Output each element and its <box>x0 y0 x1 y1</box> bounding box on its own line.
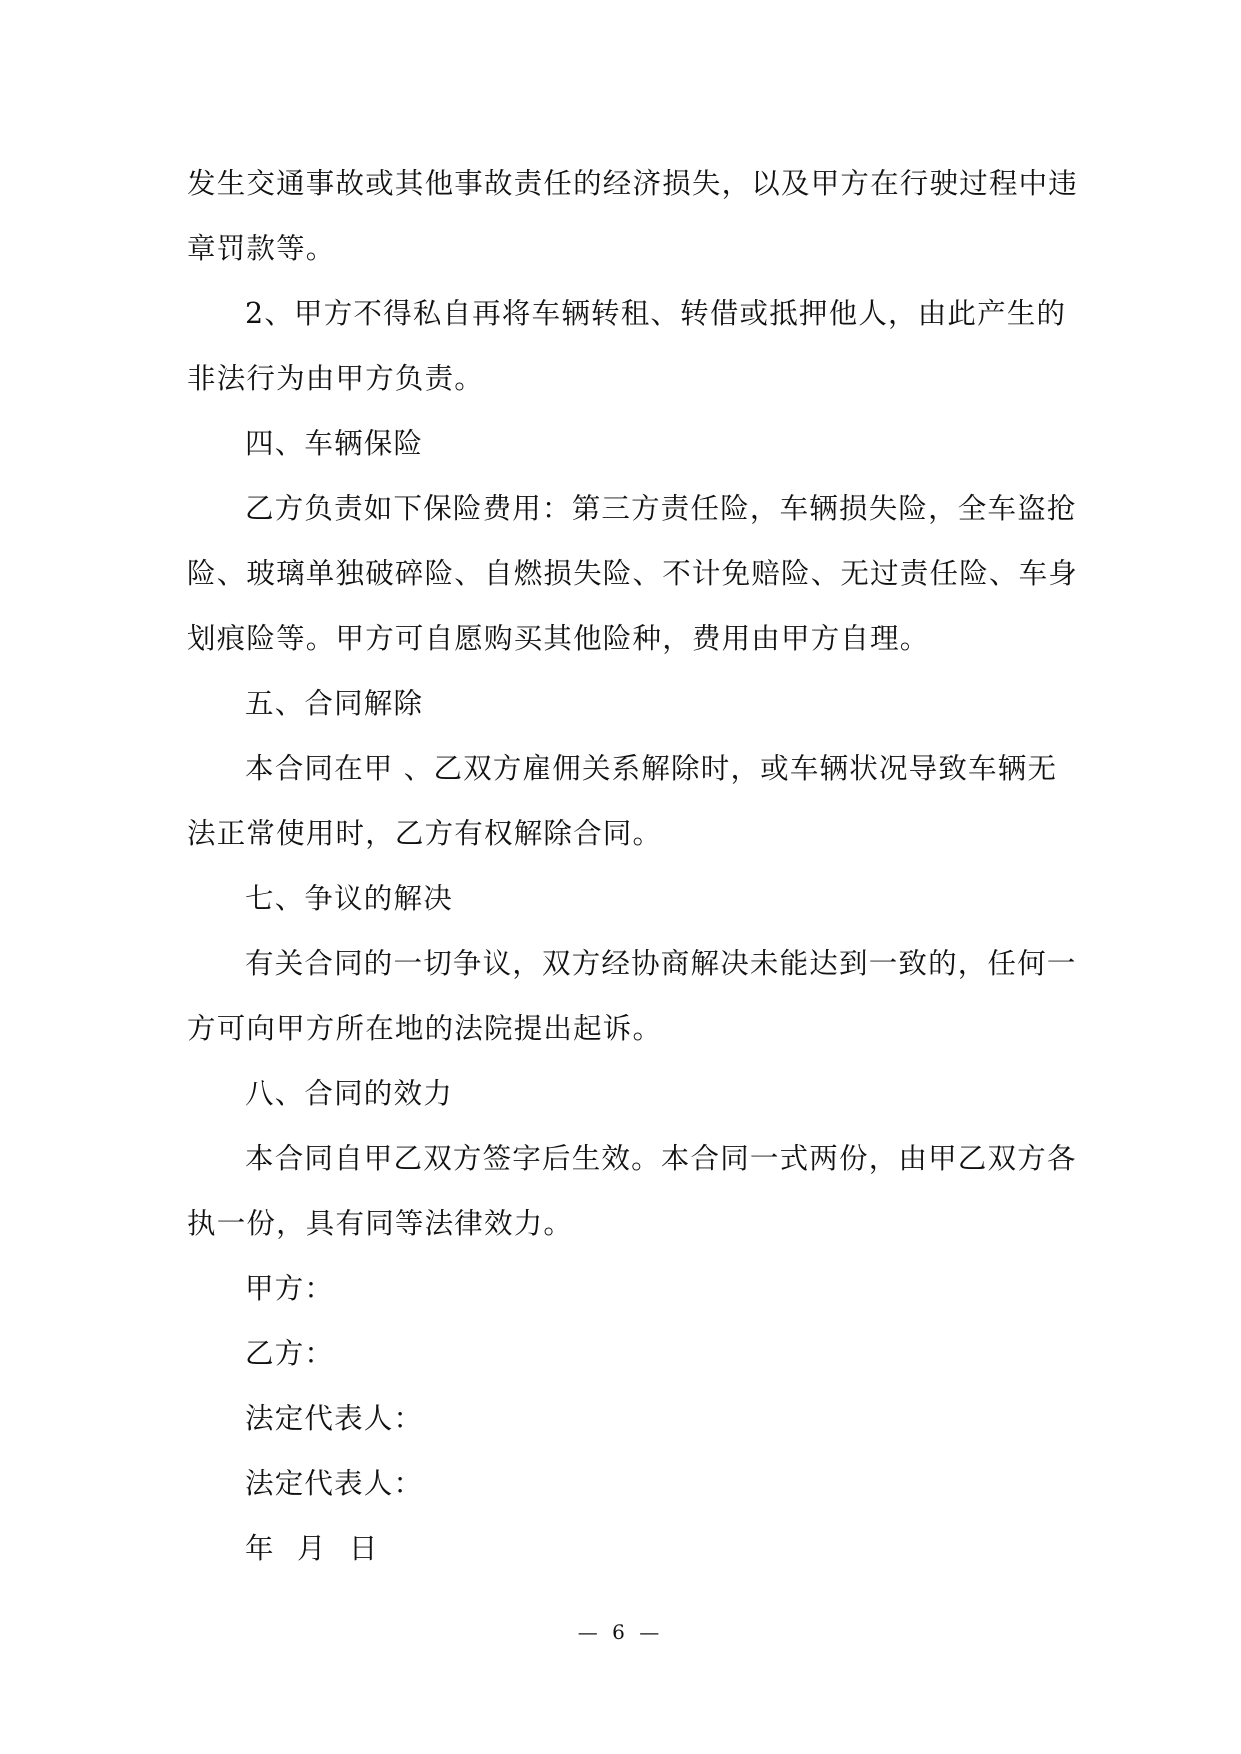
effect-paragraph: 本合同自甲乙双方签字后生效。本合同一式两份，由甲乙双方各 <box>245 1142 1077 1175</box>
text-line: 非法行为由甲方负责。 <box>187 362 485 395</box>
clause-paragraph: 2、甲方不得私自再将车辆转租、转借或抵押他人，由此产生的 <box>245 297 1067 330</box>
section-heading-termination: 五、合同解除 <box>245 687 424 720</box>
text-line: 划痕险等。甲方可自愿购买其他险种，费用由甲方自理。 <box>187 622 930 655</box>
legal-representative-label: 法定代表人： <box>245 1467 424 1500</box>
insurance-paragraph: 乙方负责如下保险费用：第三方责任险，车辆损失险，全车盗抢 <box>245 492 1077 525</box>
section-heading-effect: 八、合同的效力 <box>245 1077 453 1110</box>
legal-representative-label: 法定代表人： <box>245 1402 424 1435</box>
text-line: 执一份，具有同等法律效力。 <box>187 1207 574 1240</box>
text-line: 章罚款等。 <box>187 232 336 265</box>
termination-paragraph: 本合同在甲 、乙双方雇佣关系解除时，或车辆状况导致车辆无 <box>245 752 1058 785</box>
document-body <box>187 160 1079 1590</box>
text-line: 发生交通事故或其他事故责任的经济损失，以及甲方在行驶过程中违 <box>187 167 1079 200</box>
page-number: — 6 — <box>577 1620 664 1644</box>
party-a-signature-label: 甲方： <box>245 1272 335 1305</box>
party-b-signature-label: 乙方： <box>245 1337 335 1370</box>
section-heading-insurance: 四、车辆保险 <box>245 427 424 460</box>
text-line: 险、玻璃单独破碎险、自燃损失险、不计免赔险、无过责任险、车身 <box>187 557 1079 590</box>
date-label: 年 月 日 <box>245 1532 379 1565</box>
section-heading-dispute: 七、争议的解决 <box>245 882 453 915</box>
text-line: 法正常使用时，乙方有权解除合同。 <box>187 817 663 850</box>
dispute-paragraph: 有关合同的一切争议，双方经协商解决未能达到一致的，任何一 <box>245 947 1077 980</box>
text-line: 方可向甲方所在地的法院提出起诉。 <box>187 1012 663 1045</box>
